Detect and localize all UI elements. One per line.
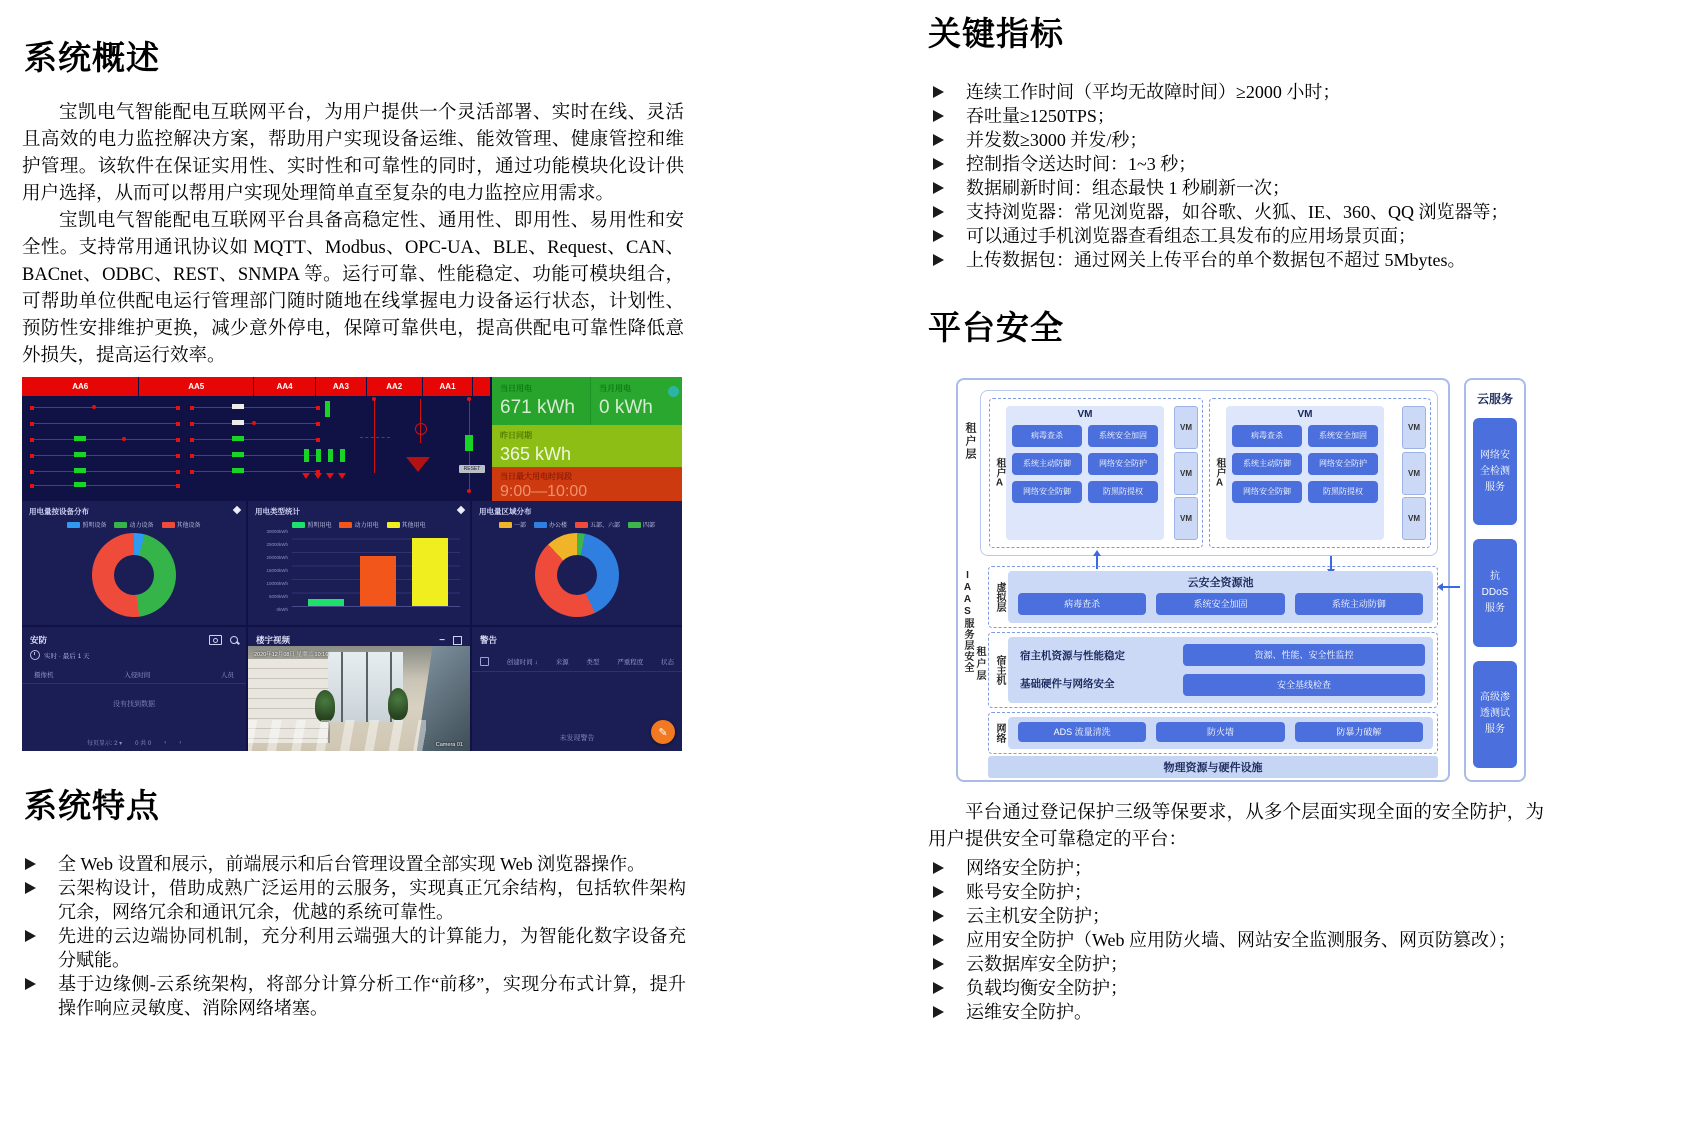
arrow-bullet-icon bbox=[933, 982, 944, 994]
select-all-checkbox[interactable] bbox=[480, 657, 489, 666]
tenant-layer-inner-label: 租户层 bbox=[974, 646, 985, 682]
vm-box: VM bbox=[1174, 406, 1198, 449]
single-line-diagram bbox=[22, 377, 490, 501]
next-page-icon[interactable]: › bbox=[179, 739, 182, 746]
circuit-node bbox=[467, 489, 471, 493]
plant bbox=[315, 690, 335, 722]
virtual-layer-row bbox=[988, 566, 1438, 628]
protection-item: 云主机安全防护； bbox=[930, 904, 1570, 928]
host-label: 宿主机 bbox=[994, 655, 1005, 685]
clock-icon bbox=[30, 650, 40, 660]
legend-item: 四部 bbox=[628, 520, 655, 529]
floor-glare bbox=[248, 720, 426, 752]
circuit-node bbox=[92, 405, 96, 409]
legend-swatch bbox=[162, 522, 175, 528]
legend-swatch bbox=[534, 522, 547, 528]
circuit-line bbox=[30, 471, 180, 472]
arrow-bullet-icon bbox=[933, 134, 944, 146]
legend-swatch bbox=[114, 522, 127, 528]
legend-swatch bbox=[292, 522, 305, 528]
protection-item: 负载均衡安全防护； bbox=[930, 976, 1570, 1000]
metric-item: 可以通过手机浏览器查看组态工具发布的应用场景页面； bbox=[930, 224, 1570, 248]
legend-item: 照明设备 bbox=[67, 520, 106, 529]
arrow-left-icon bbox=[1443, 586, 1460, 588]
breaker-indicator bbox=[232, 452, 244, 457]
arrow-down-glyph bbox=[338, 473, 346, 479]
chart-legend bbox=[22, 520, 246, 529]
metrics-heading: 关键指标 bbox=[928, 15, 1064, 52]
region-donut bbox=[535, 533, 619, 617]
page-size[interactable]: 每页显示: 2 ▾ bbox=[86, 741, 123, 747]
panel-title: 警告 bbox=[480, 635, 498, 645]
sort-desc-icon: ↓ bbox=[534, 659, 538, 666]
feeder-header: AA6 bbox=[22, 377, 138, 396]
circuit-line bbox=[30, 455, 180, 456]
platform-security-heading: 平台安全 bbox=[928, 309, 1064, 346]
feeder-header-row bbox=[22, 377, 490, 396]
arrow-bullet-icon bbox=[25, 930, 36, 942]
camera-icon[interactable] bbox=[209, 635, 222, 645]
cloud-services-column bbox=[1464, 378, 1526, 782]
features-heading: 系统特点 bbox=[24, 787, 160, 824]
metrics-list bbox=[930, 80, 1570, 272]
kpi-peak-period bbox=[492, 467, 682, 501]
security-chip: 系统安全加固 bbox=[1156, 593, 1284, 615]
feeder-header: AA4 bbox=[254, 377, 315, 396]
circuit-line bbox=[374, 399, 375, 473]
bar-chart bbox=[256, 529, 462, 617]
metric-item: 吞吐量≥1250TPS； bbox=[930, 104, 1570, 128]
legend-swatch bbox=[387, 522, 400, 528]
legend-item: 一部 bbox=[499, 520, 526, 529]
arrow-bullet-icon bbox=[933, 110, 944, 122]
column-header[interactable]: 入侵时间 bbox=[124, 672, 151, 679]
vm-box: VM bbox=[1402, 497, 1426, 540]
circuit-line bbox=[420, 399, 421, 443]
camera-label: Camera 01 bbox=[435, 742, 463, 748]
breaker-indicator bbox=[465, 435, 473, 451]
kpi-value: 365 kWh bbox=[500, 444, 572, 464]
metric-item: 数据刷新时间：组态最快 1 秒刷新一次； bbox=[930, 176, 1570, 200]
edit-fab-button[interactable] bbox=[651, 720, 675, 744]
security-intro: 平台通过登记保护三级等保要求，从多个层面实现全面的安全防护，为用户提供安全可靠稳定的平台： bbox=[928, 803, 1544, 850]
arrow-bullet-icon bbox=[933, 910, 944, 922]
breaker-indicator bbox=[325, 401, 330, 417]
vm-title: VM bbox=[1297, 409, 1313, 420]
tenant-a-label: 租户A bbox=[994, 457, 1005, 489]
kpi-value: 0 kWh bbox=[599, 397, 653, 418]
metric-item: 并发数≥3000 并发/秒； bbox=[930, 128, 1570, 152]
breaker-indicator-off bbox=[232, 404, 244, 409]
cloud-services-title: 云服务 bbox=[1476, 392, 1513, 406]
cloud-security-pool bbox=[1008, 571, 1433, 623]
security-chip: 系统安全加固 bbox=[1088, 425, 1158, 447]
feeder-header: AA3 bbox=[316, 377, 365, 396]
breaker-indicator bbox=[74, 468, 86, 473]
breaker-indicator bbox=[316, 449, 321, 462]
breaker-indicator bbox=[340, 449, 345, 462]
arrow-bullet-icon bbox=[25, 858, 36, 870]
panel-title: 用电类型统计 bbox=[255, 507, 300, 516]
column-header[interactable]: 创建时间 ↓ bbox=[506, 659, 538, 666]
arrow-bullet-icon bbox=[25, 882, 36, 894]
kpi-label: 昨日同期 bbox=[500, 431, 532, 440]
metric-item: 上传数据包：通过网关上传平台的单个数据包不超过 5Mbytes。 bbox=[930, 248, 1570, 272]
video-panel bbox=[248, 627, 470, 751]
vm-panel bbox=[1226, 406, 1384, 540]
security-chip: 系统主动防御 bbox=[1012, 453, 1082, 475]
feeder-header: AA5 bbox=[139, 377, 253, 396]
feature-item: 先进的云边端协同机制，充分利用云端强大的计算能力，为智能化数字设备充分赋能。 bbox=[22, 924, 686, 972]
circuit-node bbox=[252, 421, 256, 425]
plant bbox=[388, 688, 408, 720]
kpi-label: 当日最大用电时间段 bbox=[500, 472, 572, 481]
type-bar bbox=[360, 556, 396, 606]
legend-swatch bbox=[575, 522, 588, 528]
host-feature: 基础硬件与网络安全 bbox=[1020, 678, 1115, 690]
arrow-bullet-icon bbox=[933, 958, 944, 970]
arrow-down-glyph bbox=[302, 473, 310, 479]
axis-tick: 30000kWh bbox=[266, 529, 288, 534]
delta-symbol bbox=[406, 457, 430, 472]
axis-tick: 10000kWh bbox=[266, 581, 288, 586]
protection-item: 应用安全防护（Web 应用防火墙、网站安全监测服务、网页防篡改）； bbox=[930, 928, 1570, 952]
network-label: 网络 bbox=[994, 723, 1005, 743]
security-chip: 网络安全防护 bbox=[1308, 453, 1378, 475]
security-chip: 防黑防提权 bbox=[1088, 481, 1158, 503]
feeder-header: AA1 bbox=[423, 377, 472, 396]
circuit-node bbox=[122, 437, 126, 441]
security-chip: 系统安全加固 bbox=[1308, 425, 1378, 447]
protection-item: 账号安全防护； bbox=[930, 880, 1570, 904]
arrow-bullet-icon bbox=[933, 254, 944, 266]
network-layer-row bbox=[988, 712, 1438, 754]
region-distribution-panel bbox=[472, 501, 682, 625]
host-feature: 宿主机资源与性能稳定 bbox=[1020, 650, 1125, 662]
security-chip: 资源、性能、安全性监控 bbox=[1183, 644, 1425, 666]
arrow-bullet-icon bbox=[933, 1006, 944, 1018]
circuit-line bbox=[30, 485, 180, 486]
host-layer-row bbox=[988, 632, 1438, 708]
column-header[interactable]: 严重程度 bbox=[617, 659, 644, 666]
panel-title: 用电量区域分布 bbox=[479, 507, 532, 516]
user-avatar-button[interactable] bbox=[668, 386, 679, 397]
kpi-tiles bbox=[492, 377, 682, 501]
security-chip: 网络安全防御 bbox=[1232, 481, 1302, 503]
cloud-service-chip: 网络安全检测服务 bbox=[1473, 418, 1517, 525]
legend-item: 动力用电 bbox=[339, 520, 378, 529]
breaker-indicator bbox=[232, 436, 244, 441]
security-chip: ADS 流量清洗 bbox=[1018, 722, 1146, 742]
tenant-a-label: 租户A bbox=[1214, 457, 1225, 489]
security-chip: 系统主动防御 bbox=[1232, 453, 1302, 475]
circuit-line bbox=[190, 471, 320, 472]
circuit-node bbox=[372, 397, 376, 401]
legend-swatch bbox=[499, 522, 512, 528]
legend-item: 办公楼 bbox=[534, 520, 567, 529]
cloud-service-chip: 抗DDoS服务 bbox=[1473, 539, 1517, 646]
protections-list bbox=[930, 856, 1570, 1024]
feature-item: 基于边缘侧-云系统架构，将部分计算分析工作“前移”，实现分布式计算，提升操作响应灵敏度、消除网络堵塞。 bbox=[22, 972, 686, 1020]
panel-title: 用电量按设备分布 bbox=[29, 507, 89, 516]
breaker-indicator bbox=[232, 468, 244, 473]
vm-title: VM bbox=[1077, 409, 1093, 420]
tenant-group bbox=[1209, 398, 1431, 548]
legend-swatch bbox=[67, 522, 80, 528]
breaker-indicator bbox=[74, 436, 86, 441]
tenant-group bbox=[989, 398, 1203, 548]
page-info: 0 共 0 bbox=[135, 741, 152, 747]
kpi-value: 9:00—10:00 bbox=[500, 483, 588, 500]
features-list bbox=[22, 852, 686, 1020]
vm-box: VM bbox=[1174, 452, 1198, 495]
metric-item: 支持浏览器：常见浏览器，如谷歌、火狐、IE、360、QQ 浏览器等； bbox=[930, 200, 1570, 224]
prev-page-icon[interactable]: ‹ bbox=[164, 739, 167, 746]
protection-item: 云数据库安全防护； bbox=[930, 952, 1570, 976]
device-distribution-panel bbox=[22, 501, 246, 625]
overview-paragraph-2: 宝凯电气智能配电互联网平台具备高稳定性、通用性、即用性、易用性和安全性。支持常用通讯协议如 MQTT、Modbus、OPC-UA、BLE、Request、CAN、BACnet、ODBC、REST、SNMPA 等。运行可靠、性能稳定、功能可模块组合，可帮助单位供配电运行管理部门随时随地在线掌握电力设备运行状态，计划性、预防性安排维护更换，减少意外停电，保障可靠供电，提高供配电可靠性降低意外损失，提高运行效率。 bbox=[22, 211, 684, 366]
arrow-bullet-icon bbox=[933, 934, 944, 946]
arrow-bullet-icon bbox=[25, 978, 36, 990]
security-chip: 病毒查杀 bbox=[1018, 593, 1146, 615]
time-filter[interactable]: 实时 · 最后 1 天 bbox=[44, 652, 90, 660]
circuit-line bbox=[30, 423, 180, 424]
legend-item: 五部、六部 bbox=[575, 520, 620, 529]
camera-feed[interactable] bbox=[248, 646, 470, 751]
security-chip: 网络安全防御 bbox=[1012, 481, 1082, 503]
security-chip: 病毒查杀 bbox=[1232, 425, 1302, 447]
pagination bbox=[22, 738, 246, 747]
search-icon[interactable] bbox=[230, 636, 238, 644]
tenant-container bbox=[980, 390, 1438, 556]
dashboard-screenshot bbox=[22, 377, 682, 751]
reset-button[interactable]: RESET bbox=[459, 465, 485, 473]
iaas-frame bbox=[956, 378, 1450, 782]
expand-icon[interactable] bbox=[453, 636, 462, 645]
vm-box: VM bbox=[1174, 497, 1198, 540]
iaas-layer-label: IAAS服务层安全 bbox=[962, 570, 973, 673]
type-bar bbox=[308, 599, 344, 606]
circuit-dashed-line bbox=[360, 437, 390, 438]
breaker-indicator bbox=[74, 482, 86, 487]
empty-state: 没有找到数据 bbox=[113, 701, 155, 708]
arrow-down-glyph bbox=[314, 473, 322, 479]
type-bar bbox=[412, 538, 448, 606]
caret-down-icon: ▾ bbox=[119, 741, 123, 747]
security-panel bbox=[22, 627, 246, 751]
network-panel bbox=[1008, 717, 1433, 749]
breaker-indicator bbox=[74, 452, 86, 457]
circuit-node bbox=[467, 397, 471, 401]
pencil-icon: ✎ bbox=[658, 726, 668, 739]
pool-title: 云安全资源池 bbox=[1187, 577, 1254, 589]
feeder-header: AA2 bbox=[367, 377, 422, 396]
kpi-today-energy bbox=[492, 377, 591, 425]
physical-resources-box: 物理资源与硬件设施 bbox=[988, 756, 1438, 778]
axis-tick: 20000kWh bbox=[266, 555, 288, 560]
security-chip: 系统主动防御 bbox=[1295, 593, 1423, 615]
breaker-indicator-off bbox=[232, 420, 244, 425]
axis-tick: 15000kWh bbox=[266, 568, 288, 573]
usage-type-panel bbox=[248, 501, 470, 625]
column-header[interactable]: 来源 bbox=[555, 659, 569, 666]
column-header[interactable]: 摄像机 bbox=[34, 672, 54, 679]
host-panel bbox=[1008, 637, 1433, 703]
arrow-bullet-icon bbox=[933, 886, 944, 898]
arrow-bullet-icon bbox=[933, 182, 944, 194]
protection-item: 网络安全防护； bbox=[930, 856, 1570, 880]
security-architecture-diagram bbox=[956, 378, 1526, 782]
legend-item: 其他设备 bbox=[162, 520, 201, 529]
security-chip: 防暴力破解 bbox=[1295, 722, 1423, 742]
kpi-value: 671 kWh bbox=[500, 397, 575, 418]
breaker-indicator bbox=[304, 449, 309, 462]
device-donut bbox=[92, 533, 176, 617]
axis-tick: 0kWh bbox=[276, 607, 288, 612]
arrow-down-glyph bbox=[326, 473, 334, 479]
vm-box: VM bbox=[1402, 452, 1426, 495]
circuit-line bbox=[190, 407, 320, 408]
feature-item: 全 Web 设置和展示，前端展示和后台管理设置全部实现 Web 浏览器操作。 bbox=[22, 852, 686, 876]
axis-tick: 25000kWh bbox=[266, 542, 288, 547]
arrow-bullet-icon bbox=[933, 862, 944, 874]
transformer-symbol bbox=[415, 423, 427, 435]
legend-swatch bbox=[628, 522, 641, 528]
panel-title: 楼宇视频 bbox=[256, 635, 291, 645]
kpi-yesterday-energy bbox=[492, 425, 682, 467]
chart-legend bbox=[472, 520, 682, 529]
arrow-bullet-icon bbox=[933, 86, 944, 98]
axis-tick: 5000kWh bbox=[268, 594, 288, 599]
feature-item: 云架构设计，借助成熟广泛运用的云服务，实现真正冗余结构，包括软件架构冗余，网络冗余和通讯冗余，优越的系统可靠性。 bbox=[22, 876, 686, 924]
virtual-layer-label: 虚拟层 bbox=[994, 582, 1005, 612]
column-header[interactable]: 状态 bbox=[660, 659, 674, 666]
feeder-header-stub bbox=[473, 377, 490, 396]
circuit-line bbox=[190, 439, 320, 440]
kpi-month-energy bbox=[591, 377, 682, 425]
empty-state: 未发现警告 bbox=[559, 735, 595, 742]
legend-item: 照明用电 bbox=[292, 520, 331, 529]
legend-item: 动力设备 bbox=[114, 520, 153, 529]
metric-item: 连续工作时间（平均无故障时间）≥2000 小时； bbox=[930, 80, 1570, 104]
metric-item: 控制指令送达时间：1~3 秒； bbox=[930, 152, 1570, 176]
column-header[interactable]: 人员 bbox=[221, 672, 234, 679]
video-timestamp: 2020年12月08日 星期二 10:16 bbox=[254, 652, 329, 658]
kpi-label: 当月用电 bbox=[599, 384, 631, 393]
security-chip: 防火墙 bbox=[1156, 722, 1284, 742]
panel-title: 安防 bbox=[30, 635, 48, 645]
legend-swatch bbox=[339, 522, 352, 528]
protection-item: 运维安全防护。 bbox=[930, 1000, 1570, 1024]
legend-item: 其他用电 bbox=[387, 520, 426, 529]
chart-legend bbox=[248, 520, 470, 529]
tenant-layer-label: 租户层 bbox=[964, 422, 976, 461]
kpi-label: 当日用电 bbox=[500, 384, 532, 393]
overview-paragraphs bbox=[22, 100, 684, 370]
breaker-indicator bbox=[328, 449, 333, 462]
security-chip: 网络安全防护 bbox=[1088, 453, 1158, 475]
arrow-bullet-icon bbox=[933, 230, 944, 242]
arrow-bullet-icon bbox=[933, 158, 944, 170]
circuit-line bbox=[30, 407, 180, 408]
cloud-service-chip: 高级渗透测试服务 bbox=[1473, 661, 1517, 768]
minimize-icon[interactable]: − bbox=[439, 634, 445, 646]
overview-paragraph-1: 宝凯电气智能配电互联网平台，为用户提供一个灵活部署、实时在线、灵活且高效的电力监控解决方案，帮助用户实现设备运维、能效管理、健康管控和维护管理。该软件在保证实用性、实时性和可靠性的同时，通过功能模块化设计供用户选择，从而可以帮用户实现处理简单直至复杂的电力监控应用需求。 bbox=[22, 103, 684, 204]
circuit-line bbox=[190, 455, 320, 456]
arrow-bullet-icon bbox=[933, 206, 944, 218]
security-chip: 病毒查杀 bbox=[1012, 425, 1082, 447]
vm-panel bbox=[1006, 406, 1164, 540]
overview-heading: 系统概述 bbox=[24, 39, 160, 76]
circuit-line bbox=[30, 439, 180, 440]
column-header[interactable]: 类型 bbox=[586, 659, 600, 666]
security-chip: 安全基线检查 bbox=[1183, 674, 1425, 696]
vm-box: VM bbox=[1402, 406, 1426, 449]
security-chip: 防黑防提权 bbox=[1308, 481, 1378, 503]
